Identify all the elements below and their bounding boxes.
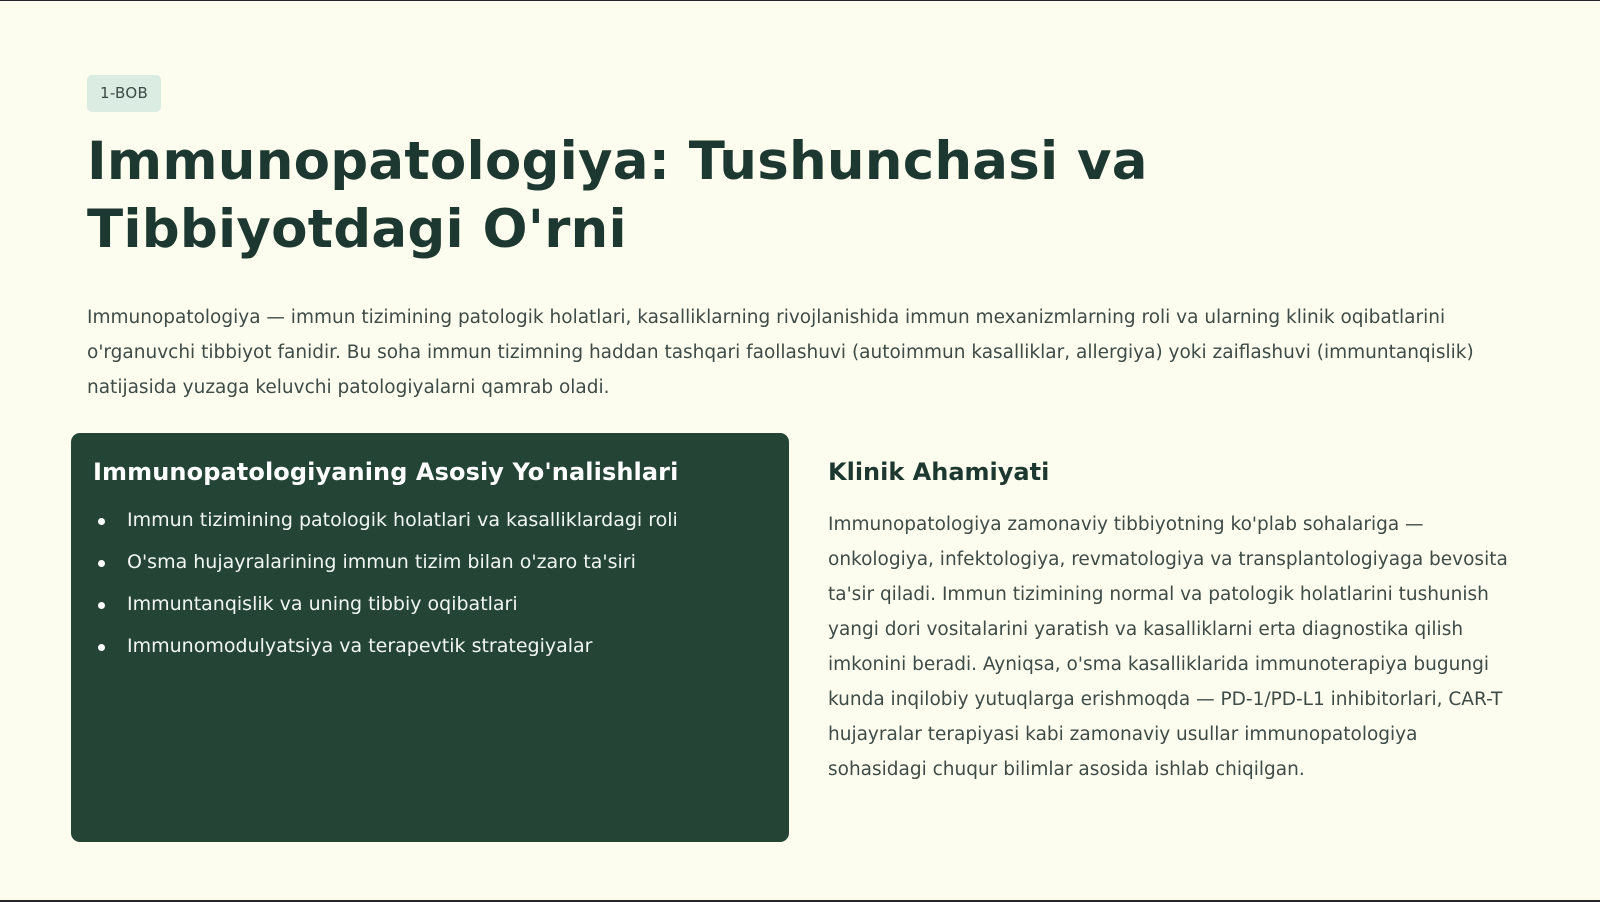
- directions-card: [71, 433, 789, 842]
- directions-list: [93, 507, 767, 660]
- title-line-1: Immunopatologiya: Tushunchasi va: [87, 131, 1148, 192]
- bullet-icon: [98, 518, 105, 525]
- page-title: [87, 128, 1513, 264]
- list-item-text: Immun tizimining patologik holatlari va kasalliklardagi roli: [127, 509, 678, 531]
- clinical-title: Klinik Ahamiyati: [828, 458, 1050, 486]
- list-item: [93, 633, 767, 660]
- list-item: [93, 549, 767, 576]
- list-item: [93, 591, 767, 618]
- bullet-icon: [98, 644, 105, 651]
- content-columns: [87, 433, 1513, 845]
- list-item: [93, 507, 767, 534]
- bullet-icon: [98, 560, 105, 567]
- bullet-icon: [98, 602, 105, 609]
- slide: [0, 1, 1600, 900]
- clinical-body: Immunopatologiya zamonaviy tibbiyotning ko'plab sohalariga — onkologiya, infektologiya, revmatologiya va transplantologiyaga bevosita ta'sir qiladi. Immun tizimining normal va patologik holatlarini tushunish yangi dori vositalarini yaratish va kasalliklarni erta diagnostika qilish imkonini beradi. Ayniqsa, o'sma kasalliklarida immunoterapiya bugungi kunda inqilobiy yutuqlarga erishmoqda — PD-1/PD-L1 inhibitorlari, CAR-T hujayralar terapiyasi kabi zamonaviy usullar immunopatologiya sohasidagi chuqur bilimlar asosida ishlab chiqilgan.: [828, 514, 1508, 780]
- list-item-text: O'sma hujayralarining immun tizim bilan o'zaro ta'siri: [127, 551, 636, 573]
- list-item-text: Immunomodulyatsiya va terapevtik strategiyalar: [127, 635, 593, 657]
- directions-card-title: Immunopatologiyaning Asosiy Yo'nalishlari: [93, 458, 679, 486]
- chapter-badge: 1-BOB: [87, 75, 161, 112]
- clinical-section: [828, 433, 1518, 787]
- intro-paragraph: Immunopatologiya — immun tizimining patologik holatlari, kasalliklarning rivojlanishida immun mexanizmlarning roli va ularning klinik oqibatlarini o'rganuvchi tibbiyot fanidir. Bu soha immun tizimning haddan tashqari faollashuvi (autoimmun kasalliklar, allergiya) yoki zaiflashuvi (immuntanqislik) natijasida yuzaga keluvchi patologiyalarni qamrab oladi.: [87, 307, 1474, 398]
- title-line-2: Tibbiyotdagi O'rni: [87, 199, 627, 260]
- list-item-text: Immuntanqislik va uning tibbiy oqibatlari: [127, 593, 518, 615]
